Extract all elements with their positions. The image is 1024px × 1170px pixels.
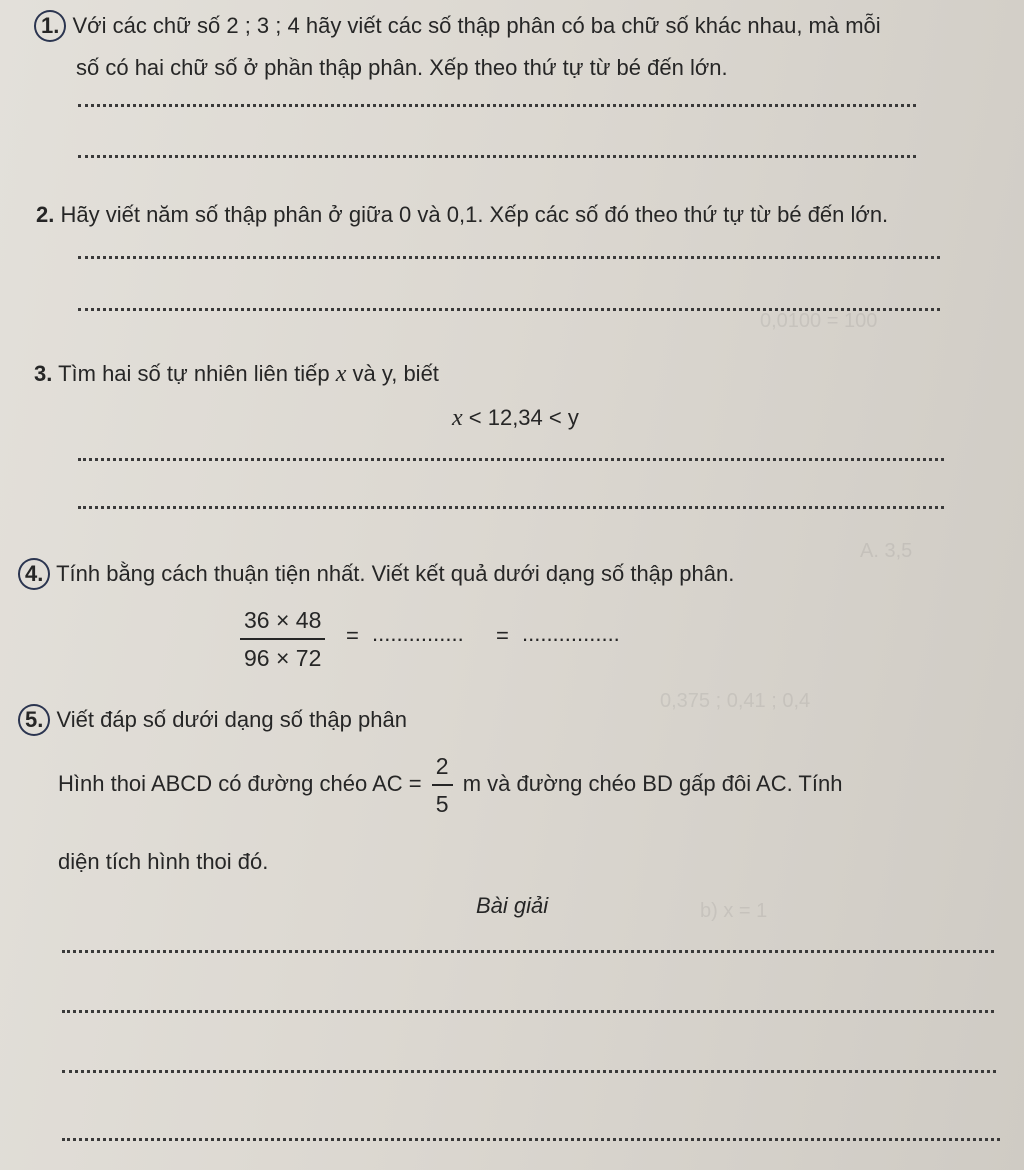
answer-line[interactable] (78, 104, 916, 107)
question-text: Tính bằng cách thuận tiện nhất. Viết kết quả dưới dạng số thập phân. (56, 561, 735, 586)
show-through-text: 0,0100 = 100 (760, 310, 878, 332)
fraction (240, 606, 325, 672)
answer-line[interactable] (78, 506, 944, 509)
fraction-denominator: 96 × 72 (244, 645, 322, 671)
fraction-expression (240, 606, 325, 672)
fraction-numerator: 2 (432, 752, 453, 786)
answer-line[interactable] (78, 458, 944, 461)
answer-line[interactable] (78, 256, 940, 259)
question-number: 4. (18, 558, 50, 590)
inequality: x < 12,34 < y (452, 405, 579, 431)
solution-label: Bài giải (476, 893, 549, 918)
answer-line[interactable] (78, 155, 916, 158)
answer-blank-2[interactable]: ................ (522, 621, 620, 646)
answer-line[interactable] (62, 1138, 1000, 1141)
question-number: 3. (34, 361, 53, 386)
question-number: 1. (34, 10, 66, 42)
answer-line[interactable] (62, 1070, 996, 1073)
answer-line[interactable] (78, 308, 940, 311)
question-text-line: Với các chữ số 2 ; 3 ; 4 hãy viết các số thập phân có ba chữ số khác nhau, mà mỗi (72, 13, 881, 38)
show-through-text: b) x = 1 (700, 900, 768, 922)
question-text: Tìm hai số tự nhiên liên tiếp x và y, biết (58, 361, 439, 387)
question-text-line: Hình thoi ABCD có đường chéo AC = $\frac{2}{5}$ m và đường chéo BD gấp đôi AC. Tính (58, 753, 843, 817)
fraction-denominator: 5 (435, 791, 449, 817)
question-heading: Viết đáp số dưới dạng số thập phân (56, 707, 407, 732)
answer-blank-1[interactable]: ............... (372, 621, 464, 646)
equals-sign: = (496, 623, 509, 648)
fraction (432, 752, 453, 818)
question-number: 2. (36, 202, 55, 227)
fraction-numerator: 36 × 48 (240, 606, 325, 640)
question-1 (34, 10, 881, 42)
question-3 (34, 360, 439, 388)
question-2 (36, 201, 888, 229)
question-text: Hãy viết năm số thập phân ở giữa 0 và 0,1. Xếp các số đó theo thứ tự từ bé đến lớn. (60, 202, 889, 227)
equals-sign: = (346, 623, 359, 648)
question-text-line: số có hai chữ số ở phần thập phân. Xếp theo thứ tự từ bé đến lớn. (76, 55, 728, 80)
answer-line[interactable] (62, 1010, 994, 1013)
question-5 (18, 704, 407, 736)
question-4 (18, 558, 734, 590)
question-text-line: diện tích hình thoi đó. (58, 849, 269, 874)
show-through-text: 0,375 ; 0,41 ; 0,4 (660, 690, 811, 712)
question-number: 5. (18, 704, 50, 736)
answer-line[interactable] (62, 950, 994, 953)
show-through-text: A. 3,5 (860, 540, 913, 562)
